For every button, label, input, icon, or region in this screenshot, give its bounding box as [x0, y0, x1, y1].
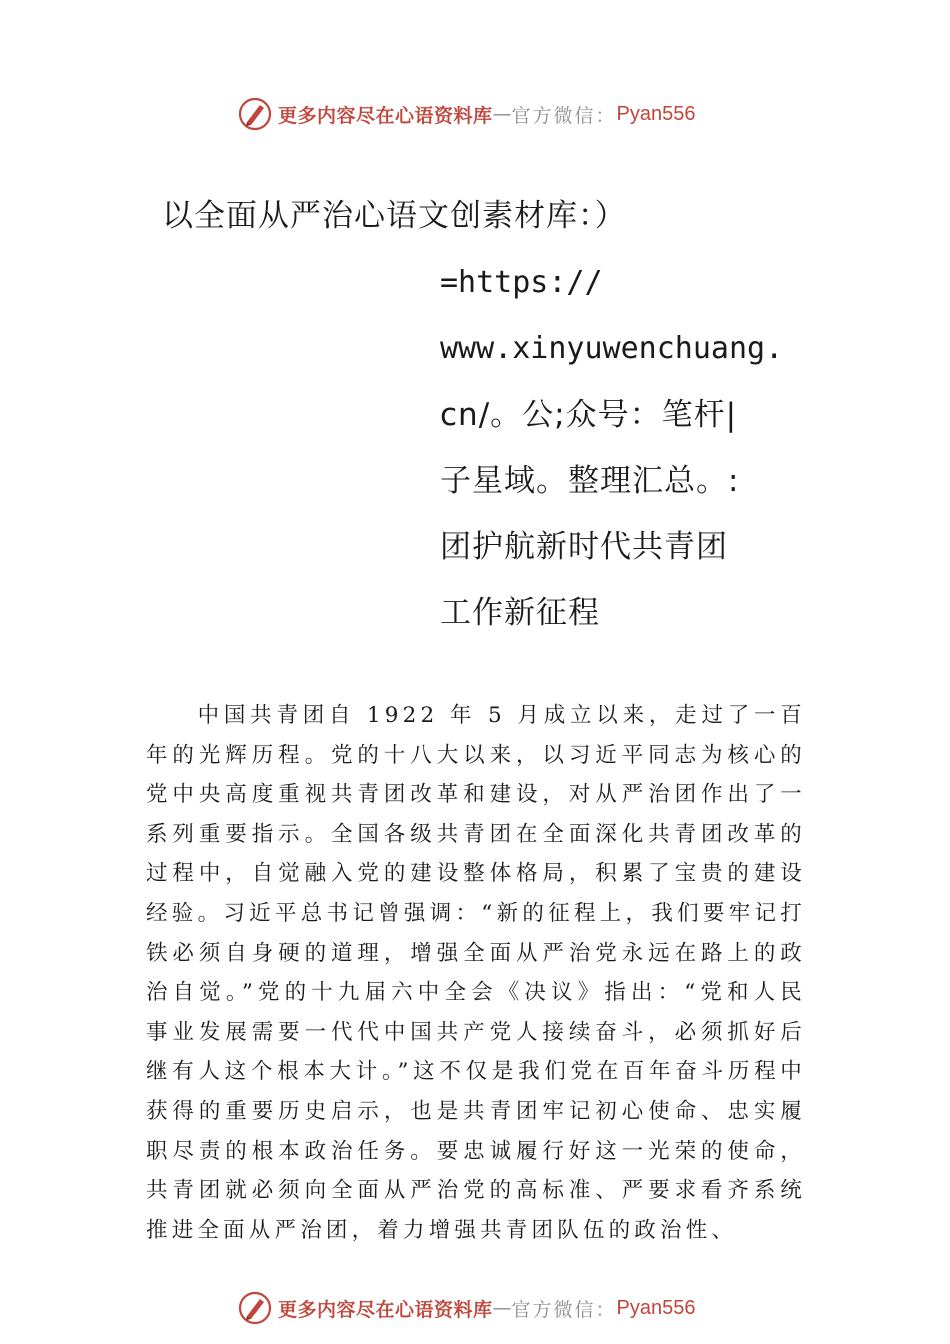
pen-logo-icon: [238, 1291, 272, 1325]
promo-text: 更多内容尽在心语资料库: [278, 104, 493, 127]
title-line-5: 子星域。整理汇总。:: [440, 463, 740, 499]
title-line-6: 团护航新时代共青团: [440, 529, 728, 565]
title-line-2: =https://: [440, 265, 603, 300]
banner-dash: —: [492, 1297, 512, 1319]
wechat-label: 官方微信：: [511, 104, 617, 127]
title-line-1: 以全面从严治心语文创素材库：）: [162, 198, 627, 234]
title-line-7: 工作新征程: [440, 595, 600, 631]
title-block: [440, 250, 800, 646]
banner-dash: —: [492, 103, 512, 125]
wechat-id: Pyan556: [616, 102, 696, 125]
title-line-3: www.xinyuwenchuang.: [440, 331, 784, 366]
promo-text: 更多内容尽在心语资料库: [278, 1298, 493, 1321]
wechat-label: 官方微信：: [511, 1298, 617, 1321]
footer-banner: [238, 1290, 758, 1326]
header-banner: [238, 96, 758, 132]
pen-logo-icon: [238, 97, 272, 131]
body-paragraph: 中国共青团自 1922 年 5 月成立以来，走过了一百年的光辉历程。党的十八大以来，以习近平同志为核心的党中央高度重视共青团改革和建设，对从严治团作出了一系列重要指示。全国各级共青团在全面深化共青团改革的过程中，自觉融入党的建设整体格局，积累了宝贵的建设经验。习近平总书记曾强调：“新的征程上，我们要牢记打铁必须自身硬的道理，增强全面从严治党永远在路上的政治自觉。”党的十九届六中全会《决议》指出：“党和人民事业发展需要一代代中国共产党人接续奋斗，必须抓好后继有人这个根本大计。”这不仅是我们党在百年奋斗历程中获得的重要历史启示，也是共青团牢记初心使命、忠实履职尽责的根本政治任务。要忠诚履行好这一光荣的使命，共青团就必须向全面从严治党的高标准、严要求看齐系统推进全面从严治团，着力增强共青团队伍的政治性、: [146, 703, 806, 1243]
wechat-id: Pyan556: [616, 1296, 696, 1319]
title-line-4: cn/。公;众号：笔杆|: [440, 397, 738, 433]
